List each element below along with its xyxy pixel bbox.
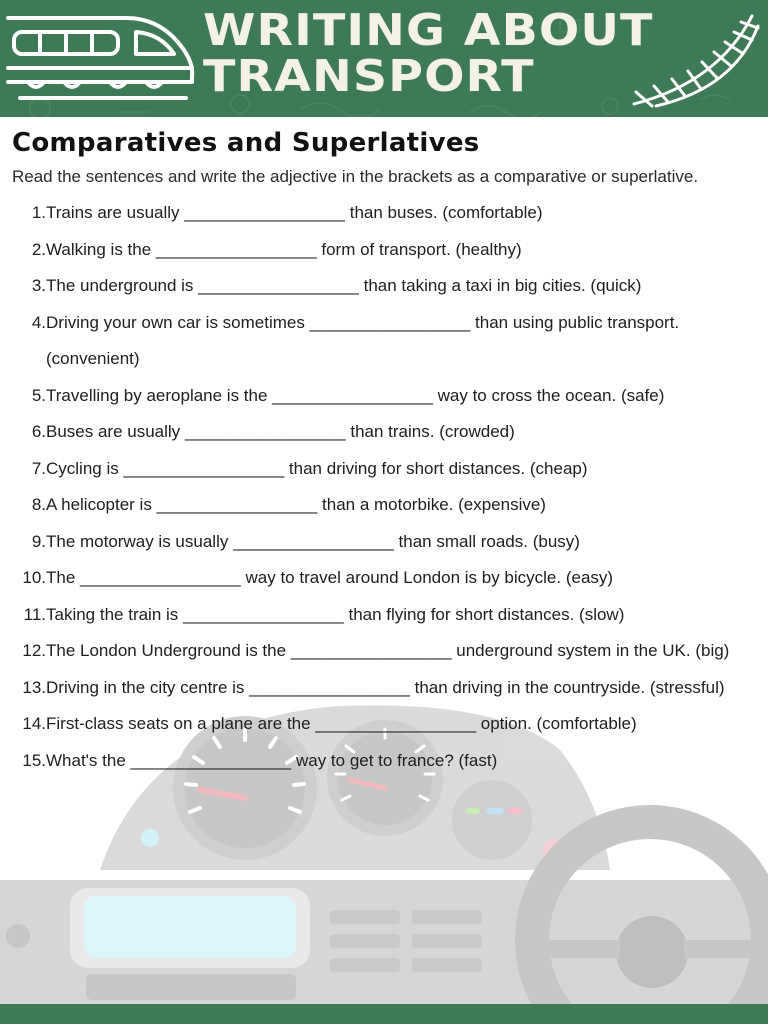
question-before: Travelling by aeroplane is the: [46, 385, 273, 405]
answer-blank[interactable]: _________________: [123, 458, 285, 478]
question-text: [46, 743, 756, 780]
question-before: First-class seats on a plane are the: [46, 714, 316, 733]
question-number: 8.: [31, 495, 46, 514]
question-before: A helicopter is: [46, 495, 157, 514]
question-number: 12.: [22, 641, 46, 660]
question-item: [12, 305, 756, 378]
question-text: [46, 633, 756, 670]
railway-track-icon: [628, 12, 760, 108]
question-item: [12, 706, 756, 743]
question-after: than flying for short distances. (slow): [343, 604, 625, 624]
header-banner: [0, 0, 768, 117]
question-text: [46, 232, 756, 269]
question-item: [12, 487, 756, 524]
question-before: Trains are usually: [46, 203, 185, 222]
answer-blank[interactable]: _________________: [198, 276, 359, 295]
answer-blank[interactable]: _________________: [155, 239, 317, 259]
question-number: 11.: [23, 604, 46, 624]
question-text: [46, 305, 756, 378]
question-item: [12, 378, 756, 415]
question-after: form of transport. (healthy): [316, 239, 522, 259]
question-text: [46, 414, 756, 451]
question-before: What's the: [46, 750, 131, 770]
question-number: 3.: [31, 276, 46, 295]
question-after: than driving in the countryside. (stressful): [409, 677, 725, 697]
answer-blank[interactable]: _________________: [309, 312, 471, 332]
question-after: way to travel around London is by bicycle. (easy): [240, 568, 614, 587]
page-title: [203, 5, 654, 102]
question-after: than buses. (comfortable): [345, 203, 543, 222]
page-title-line-1: WRITING ABOUT: [203, 5, 654, 56]
answer-blank[interactable]: _________________: [184, 203, 345, 222]
question-number: 7.: [31, 458, 46, 478]
question-before: Buses are usually: [46, 422, 185, 441]
question-item: [12, 524, 756, 561]
question-before: Walking is the: [46, 239, 156, 259]
question-number: 4.: [31, 312, 46, 332]
question-before: Taking the train is: [46, 604, 184, 624]
question-before: The: [46, 568, 81, 587]
answer-blank[interactable]: _________________: [315, 714, 477, 733]
question-after: way to get to france? (fast): [291, 750, 498, 770]
question-text: [46, 195, 756, 232]
worksheet: [12, 125, 756, 779]
question-after: way to cross the ocean. (safe): [432, 385, 665, 405]
answer-blank[interactable]: _________________: [156, 495, 318, 514]
question-after: option. (comfortable): [476, 714, 637, 733]
question-item: [12, 670, 756, 707]
question-before: The London Underground is the: [46, 641, 291, 660]
question-list: [12, 195, 756, 779]
question-item: [12, 451, 756, 488]
answer-blank[interactable]: _________________: [290, 641, 452, 660]
question-number: 15.: [22, 750, 46, 770]
question-number: 1.: [31, 203, 46, 222]
question-before: Driving your own car is sometimes: [46, 312, 310, 332]
question-item: [12, 743, 756, 780]
question-text: [46, 451, 756, 488]
answer-blank[interactable]: _________________: [272, 385, 433, 405]
answer-blank[interactable]: _________________: [249, 677, 410, 697]
answer-blank[interactable]: _________________: [130, 750, 292, 770]
instructions: Read the sentences and write the adjective in the brackets as a comparative or superlative.: [12, 167, 699, 186]
question-text: [46, 706, 756, 743]
answer-blank[interactable]: _________________: [80, 568, 241, 587]
question-after: than taking a taxi in big cities. (quick): [358, 276, 642, 295]
question-text: [46, 597, 756, 634]
question-after: than small roads. (busy): [393, 531, 580, 551]
question-text: [46, 524, 756, 561]
question-number: 10.: [22, 568, 46, 587]
question-before: Cycling is: [46, 458, 124, 478]
question-text: [46, 268, 756, 305]
question-item: [12, 560, 756, 597]
answer-blank[interactable]: _________________: [183, 604, 344, 624]
question-number: 2.: [31, 239, 46, 259]
footer-bar: [0, 1004, 768, 1024]
question-before: The underground is: [46, 276, 199, 295]
question-text: [46, 560, 756, 597]
question-before: The motorway is usually: [46, 531, 234, 551]
question-text: [46, 487, 756, 524]
question-number: 13.: [22, 677, 46, 697]
question-after: than trains. (crowded): [345, 422, 515, 441]
page-title-line-2: TRANSPORT: [203, 51, 535, 102]
question-number: 14.: [22, 714, 46, 733]
question-item: [12, 597, 756, 634]
answer-blank[interactable]: _________________: [233, 531, 394, 551]
question-after: underground system in the UK. (big): [451, 641, 730, 660]
question-text: [46, 378, 756, 415]
question-item: [12, 195, 756, 232]
question-number: 5.: [31, 385, 46, 405]
question-item: [12, 232, 756, 269]
question-before: Driving in the city centre is: [46, 677, 250, 697]
question-number: 9.: [31, 531, 46, 551]
question-text: [46, 670, 756, 707]
question-after: than a motorbike. (expensive): [317, 495, 546, 514]
question-after: than using public transport. (convenient): [46, 312, 680, 368]
question-after: than driving for short distances. (cheap): [284, 458, 588, 478]
question-item: [12, 414, 756, 451]
section-title: Comparatives and Superlatives: [12, 128, 480, 158]
question-number: 6.: [31, 422, 46, 441]
question-item: [12, 633, 756, 670]
answer-blank[interactable]: _________________: [184, 422, 346, 441]
question-item: [12, 268, 756, 305]
train-icon: [6, 10, 196, 102]
